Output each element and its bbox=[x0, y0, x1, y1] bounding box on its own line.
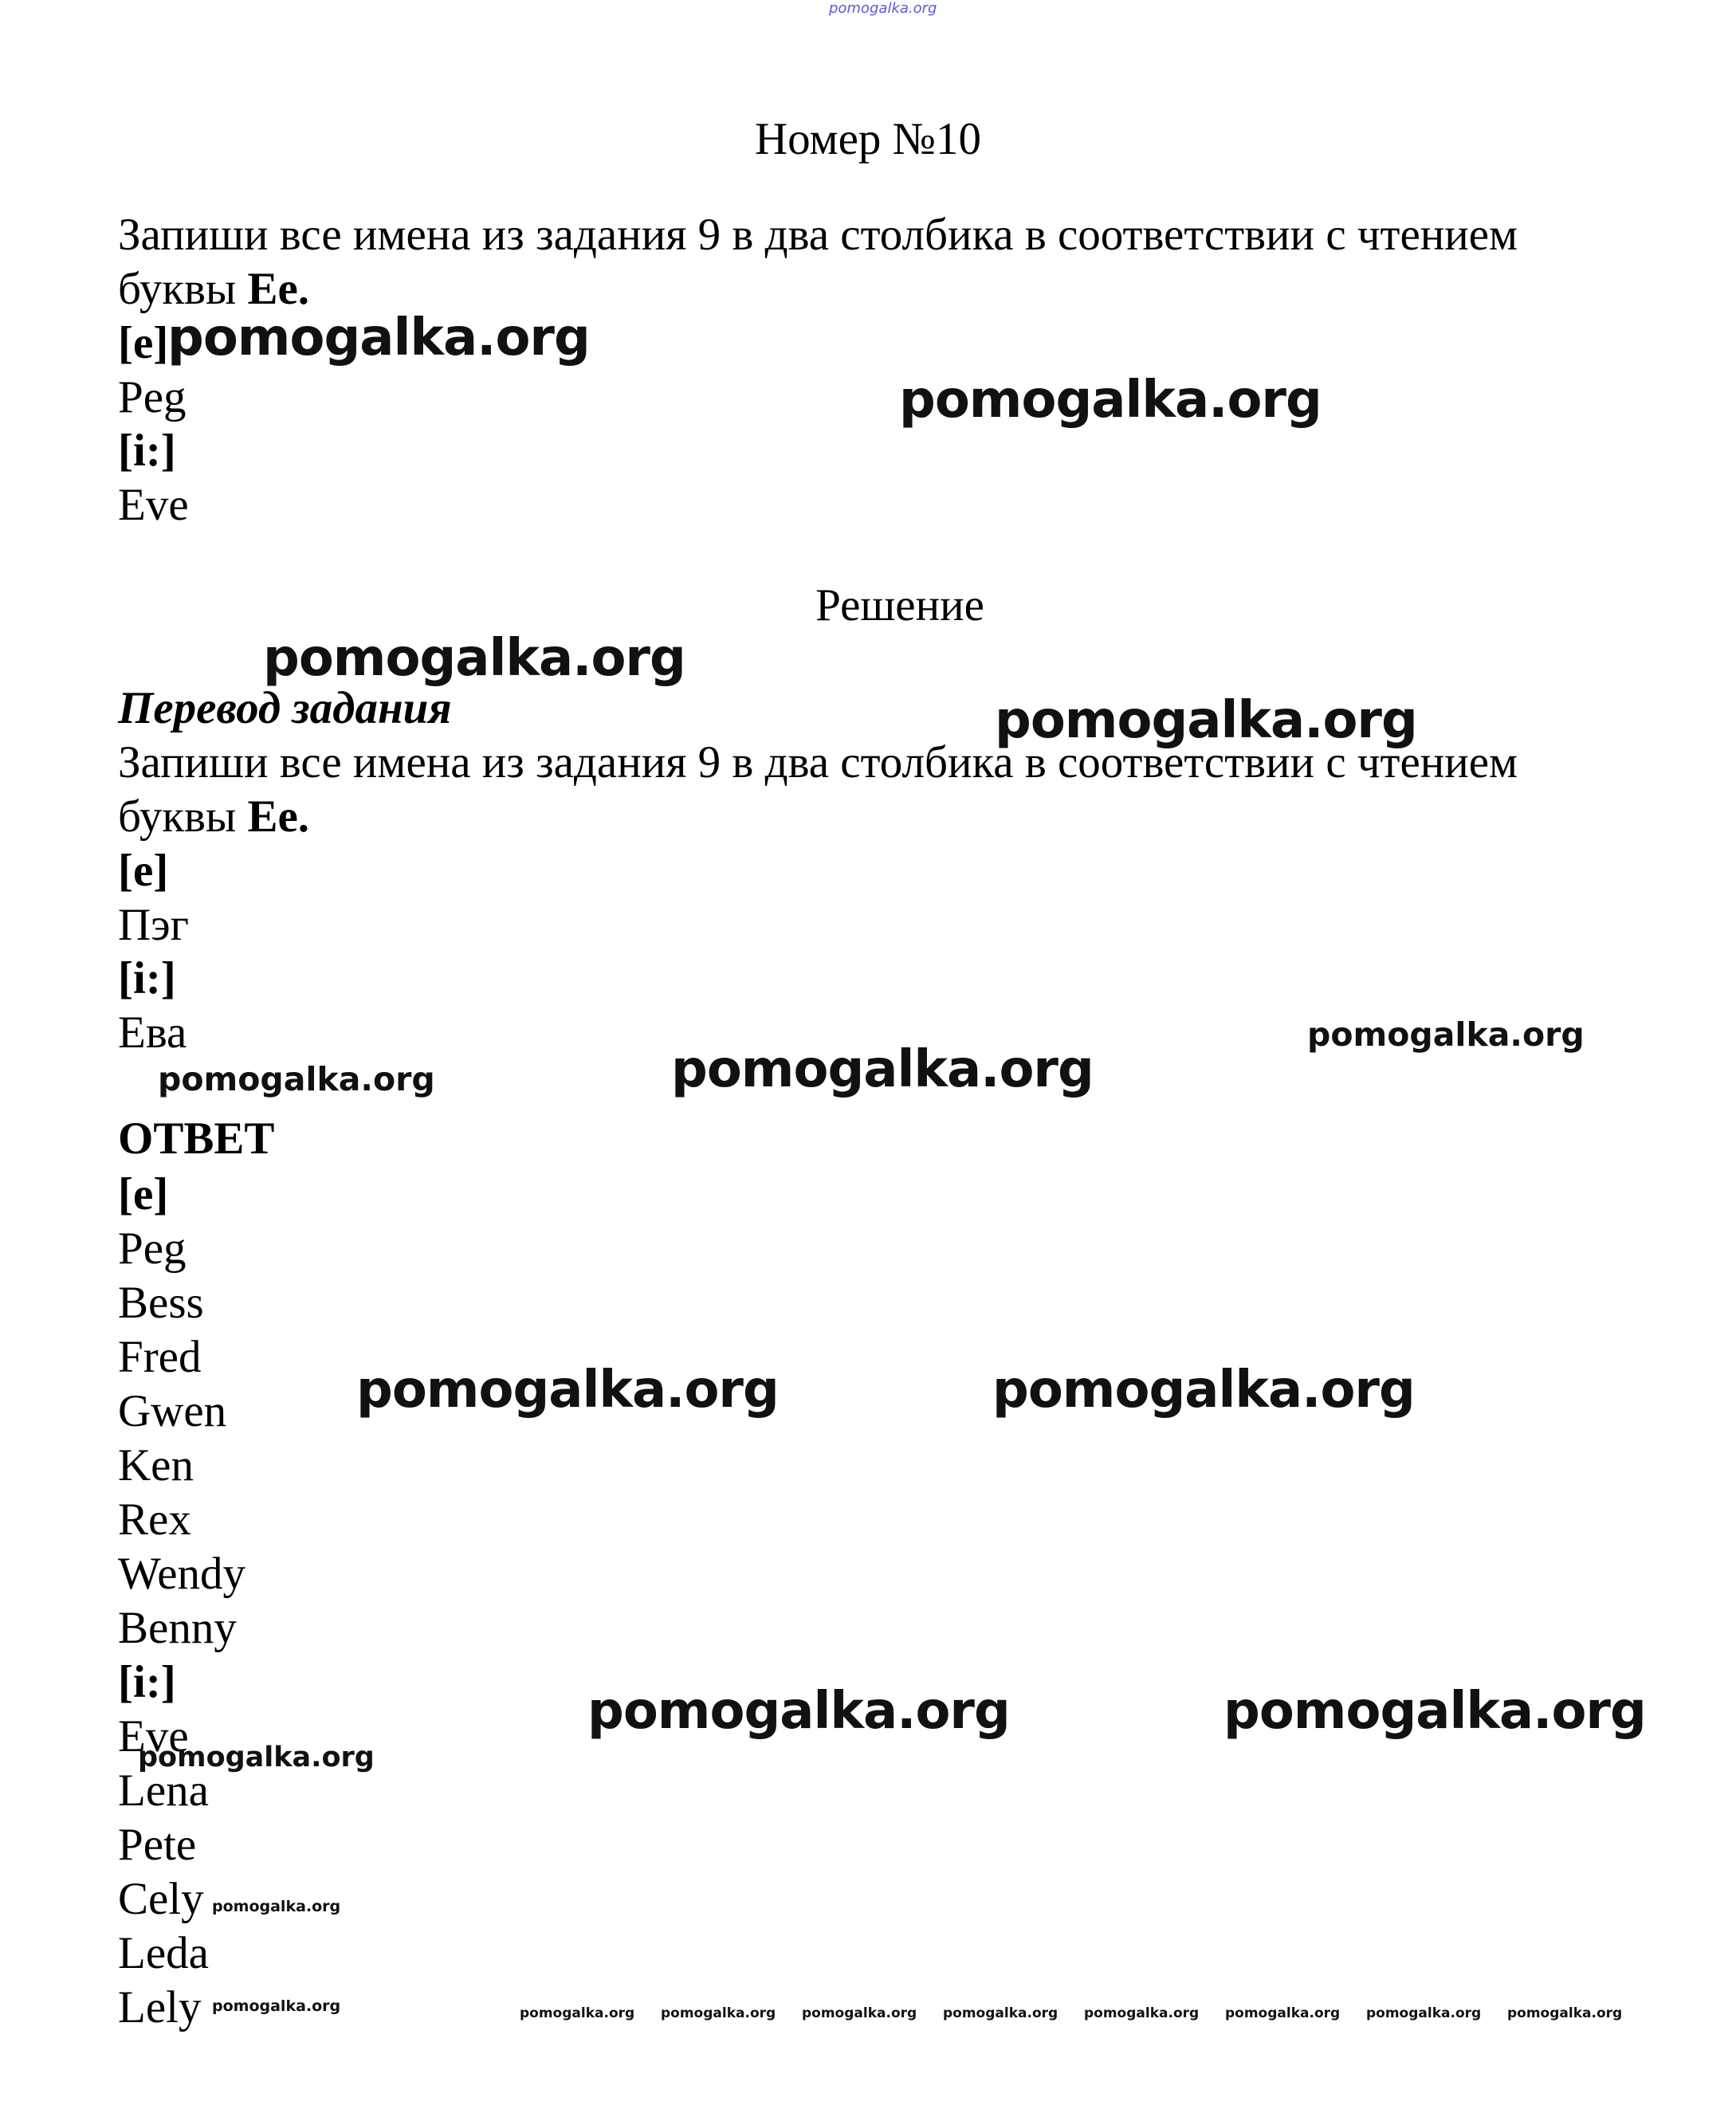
watermark: pomogalka.org bbox=[995, 691, 1417, 750]
watermark: pomogalka.org bbox=[1084, 2005, 1200, 2021]
task-line-2-prefix: буквы bbox=[118, 264, 248, 314]
solution-heading: Решение bbox=[815, 580, 984, 630]
translation-letter: Ee. bbox=[247, 791, 310, 842]
task-sound-i: [i:] bbox=[118, 426, 176, 476]
task-name-e: Peg bbox=[118, 372, 187, 422]
list-item: Wendy bbox=[118, 1549, 246, 1599]
list-item: Eve bbox=[118, 1711, 189, 1761]
watermark: pomogalka.org bbox=[263, 629, 685, 688]
answer-sound-e: [e] bbox=[118, 1169, 169, 1219]
translation-sound-e: [e] bbox=[118, 846, 169, 896]
task-sound-e: [e] bbox=[118, 318, 169, 368]
watermark: pomogalka.org bbox=[1307, 1015, 1585, 1054]
watermark: pomogalka.org bbox=[671, 1040, 1094, 1099]
watermark: pomogalka.org bbox=[167, 308, 590, 367]
translation-line-2 bbox=[118, 791, 310, 842]
page-title: Номер №10 bbox=[754, 114, 982, 164]
list-item: Lena bbox=[118, 1765, 209, 1816]
list-item: Pete bbox=[118, 1820, 197, 1870]
answer-sound-i: [i:] bbox=[118, 1657, 176, 1707]
watermark: pomogalka.org bbox=[1225, 2005, 1341, 2021]
list-item: Rex bbox=[118, 1494, 191, 1545]
watermark: pomogalka.org bbox=[587, 1682, 1010, 1741]
watermark: pomogalka.org bbox=[802, 2005, 917, 2021]
translation-name-e: Пэг bbox=[118, 900, 190, 950]
watermark: pomogalka.org bbox=[1366, 2005, 1482, 2021]
list-item: Benny bbox=[118, 1603, 237, 1653]
task-line-2 bbox=[118, 266, 309, 312]
watermark: pomogalka.org bbox=[520, 2005, 635, 2021]
watermark: pomogalka.org bbox=[899, 371, 1322, 430]
answer-heading: ОТВЕТ bbox=[118, 1113, 275, 1164]
watermark: pomogalka.org bbox=[943, 2005, 1058, 2021]
translation-line-2-prefix: буквы bbox=[118, 791, 248, 842]
watermark: pomogalka.org bbox=[212, 1997, 341, 2015]
translation-line-1: Запиши все имена из задания 9 в два столбика в соответствии с чтением bbox=[118, 737, 1518, 787]
list-item: Peg bbox=[118, 1223, 187, 1274]
translation-name-i: Ева bbox=[118, 1007, 187, 1058]
translation-sound-i: [i:] bbox=[118, 953, 176, 1003]
list-item: Bess bbox=[118, 1278, 204, 1328]
list-item: Leda bbox=[118, 1928, 209, 1978]
watermark: pomogalka.org bbox=[356, 1361, 779, 1420]
translation-heading: Перевод задания bbox=[118, 683, 452, 733]
watermark: pomogalka.org bbox=[992, 1361, 1415, 1420]
task-letter: Ee. bbox=[247, 264, 310, 314]
task-line-1: Запиши все имена из задания 9 в два столбика в соответствии с чтением bbox=[118, 210, 1518, 260]
header-watermark: pomogalka.org bbox=[829, 0, 937, 17]
task-name-i: Eve bbox=[118, 480, 189, 530]
watermark: pomogalka.org bbox=[1507, 2005, 1623, 2021]
watermark: pomogalka.org bbox=[158, 1060, 435, 1098]
list-item: Lely bbox=[118, 1982, 202, 2032]
list-item: Cely bbox=[118, 1874, 204, 1924]
watermark: pomogalka.org bbox=[212, 1898, 341, 1915]
list-item: Ken bbox=[118, 1440, 194, 1490]
watermark: pomogalka.org bbox=[138, 1742, 375, 1773]
list-item: Fred bbox=[118, 1332, 202, 1382]
watermark: pomogalka.org bbox=[1223, 1682, 1646, 1741]
watermark: pomogalka.org bbox=[661, 2005, 776, 2021]
list-item: Gwen bbox=[118, 1386, 227, 1436]
